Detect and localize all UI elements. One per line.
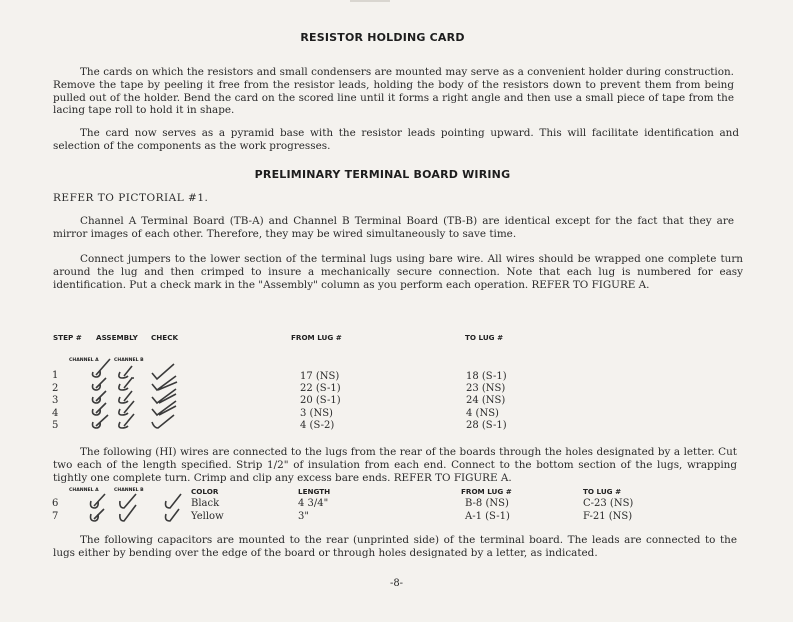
col-step-header: STEP # [53, 333, 82, 342]
channel-b-check-icon[interactable] [118, 509, 142, 523]
from-lug: 3 (NS) [300, 408, 333, 419]
step-number: 1 [52, 370, 59, 381]
channel-a-check-icon[interactable] [90, 403, 114, 417]
color-header: COLOR [191, 487, 219, 496]
channel-b-check-icon[interactable] [118, 496, 142, 510]
wire-length: 4 3/4" [298, 498, 329, 509]
to-lug: 24 (NS) [466, 395, 506, 406]
from-lug: 22 (S-1) [300, 383, 341, 394]
color-check-icon[interactable] [163, 509, 187, 523]
step-number: 6 [52, 498, 59, 509]
channel-a-check-icon[interactable] [90, 378, 114, 392]
step-number: 2 [52, 383, 59, 394]
channel-a-header: CHANNEL A [69, 488, 99, 493]
to-lug: 28 (S-1) [466, 420, 507, 431]
body-paragraph-2: Connect jumpers to the lower section of the terminal lugs using bare wire. All wires should be wrapped one complete turn around the lug and then crimped to insure a mechanically secure connection. Note that each lug is numbered for easy identification. Put a check mark in the "Assembly" column as you perform each operation. REFER TO FIGURE A. [53, 253, 743, 291]
col-to-header: TO LUG # [465, 333, 504, 342]
page-title: RESISTOR HOLDING CARD [300, 31, 465, 44]
wire-color: Black [191, 498, 220, 509]
channel-a-check-icon[interactable] [90, 416, 114, 430]
refer-pictorial: REFER TO PICTORIAL #1. [53, 192, 209, 204]
page-number: -8- [389, 578, 404, 589]
wire-length: 3" [298, 511, 309, 522]
channel-a-check-icon[interactable] [88, 509, 112, 523]
color-check-icon[interactable] [163, 496, 187, 510]
body-paragraph-4: The following capacitors are mounted to the rear (unprinted side) of the terminal board. The leads are connected to the lugs either by bending over the edge of the board or through holes designated by a letter, as indicated. [53, 534, 737, 559]
intro-paragraph-2: The card now serves as a pyramid base with the resistor leads pointing upward. This will facilitate identification and selection of the components as the work progresses. [53, 127, 739, 152]
from-lug: 17 (NS) [300, 371, 340, 382]
from-lug: B-8 (NS) [465, 498, 509, 509]
channel-b-check-icon[interactable] [116, 403, 140, 417]
to-lug: 18 (S-1) [466, 371, 507, 382]
to-lug: C-23 (NS) [583, 498, 634, 509]
to-lug: 4 (NS) [466, 408, 499, 419]
step-number: 4 [52, 408, 59, 419]
channel-b-subheader: CHANNEL B [114, 358, 144, 363]
check-column-icon[interactable] [150, 403, 180, 417]
length-header: LENGTH [298, 487, 331, 496]
from-lug: 20 (S-1) [300, 395, 341, 406]
to-lug-header: TO LUG # [583, 487, 622, 496]
to-lug: F-21 (NS) [583, 511, 633, 522]
step-number: 5 [52, 420, 59, 431]
channel-a-check-icon[interactable] [90, 365, 114, 379]
from-lug: 4 (S-2) [300, 420, 335, 431]
channel-a-subheader: CHANNEL A [69, 358, 99, 363]
intro-paragraph-1: The cards on which the resistors and small condensers are mounted may serve as a convenient holder during construction. Remove the tape by peeling it free from the resistor leads, holding the body of the resistors down to prevent them from being pulled out of the holder. Bend the card on the scored line until it forms a right angle and then use a small piece of tape from the lacing tape roll to hold it in shape. [53, 66, 734, 117]
check-column-icon[interactable] [150, 416, 180, 430]
col-from-header: FROM LUG # [291, 333, 342, 342]
channel-b-header: CHANNEL B [114, 488, 144, 493]
section-title: PRELIMINARY TERMINAL BOARD WIRING [254, 168, 511, 181]
col-check-header: CHECK [151, 333, 179, 342]
body-paragraph-3: The following (HI) wires are connected to the lugs from the rear of the boards through the holes designated by a letter. Cut two each of the length specified. Strip 1/2" of insulation from each end. Connect to the bottom section of the lugs, wrapping tightly one complete turn. Crimp and clip any excess bare ends. REFER TO FIGURE A. [53, 446, 737, 484]
channel-b-check-icon[interactable] [116, 378, 140, 392]
wire-color: Yellow [191, 511, 224, 522]
channel-b-check-icon[interactable] [116, 416, 140, 430]
to-lug: 23 (NS) [466, 383, 506, 394]
step-number: 7 [52, 511, 59, 522]
col-assembly-header: ASSEMBLY [96, 333, 138, 342]
from-lug: A-1 (S-1) [465, 511, 510, 522]
page-edge-mark [350, 0, 390, 2]
body-paragraph-1: Channel A Terminal Board (TB-A) and Channel B Terminal Board (TB-B) are identical except for the fact that they are mirror images of each other. Therefore, they may be wired simultaneously to save time. [53, 215, 734, 240]
from-lug-header: FROM LUG # [461, 487, 512, 496]
step-number: 3 [52, 395, 59, 406]
channel-a-check-icon[interactable] [88, 496, 112, 510]
